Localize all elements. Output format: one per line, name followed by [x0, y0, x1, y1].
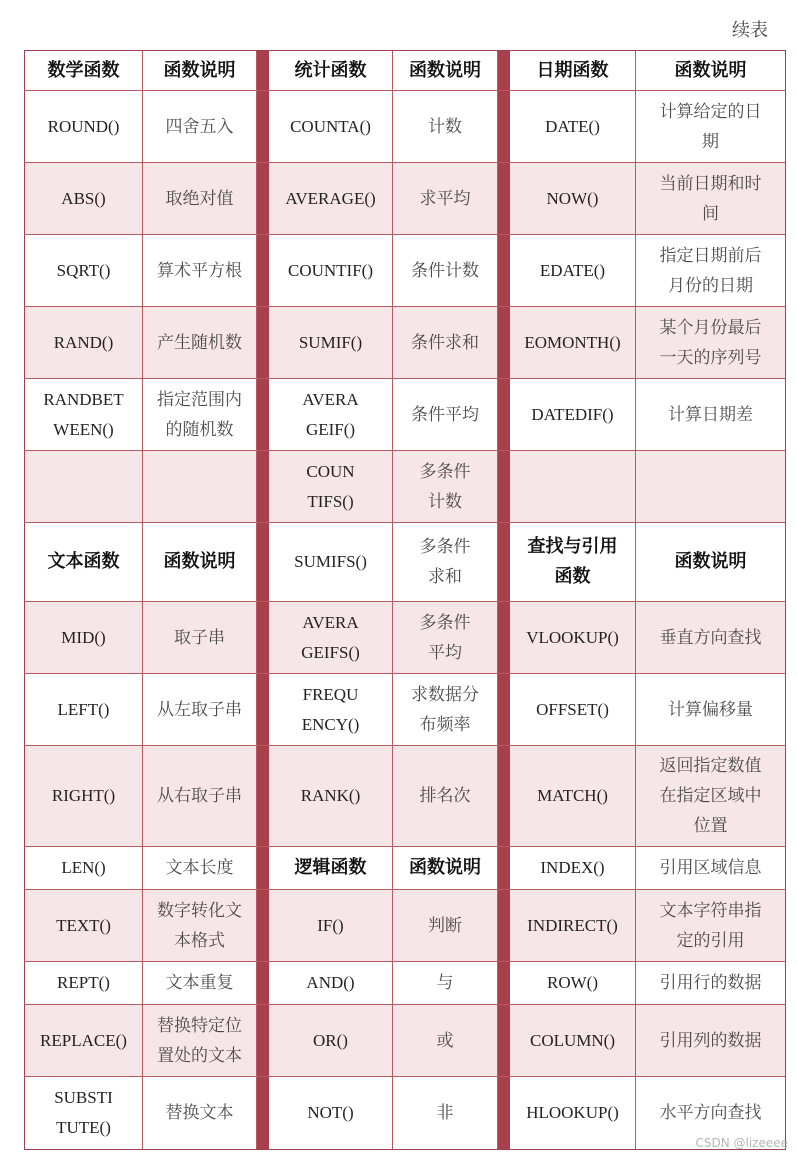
table-row — [24, 307, 786, 379]
function-name-cell — [24, 746, 143, 846]
cell-text: NOW() — [546, 188, 599, 208]
cell-text: 函数说明 — [163, 59, 236, 81]
cell-text: 判断 — [428, 915, 462, 936]
function-name-cell — [510, 91, 636, 162]
column-header — [269, 51, 393, 90]
function-description-cell — [636, 674, 786, 745]
cell-text: 指定范围内 的随机数 — [157, 389, 242, 440]
function-description-cell — [636, 379, 786, 450]
function-name-cell — [269, 91, 393, 162]
function-name-cell — [269, 307, 393, 378]
cell-text: 文本重复 — [165, 973, 234, 993]
function-name-cell — [510, 1005, 636, 1076]
table-row — [24, 235, 786, 307]
cell-text: DATE() — [545, 116, 600, 136]
table-header-row — [24, 51, 786, 91]
function-description-cell — [143, 235, 257, 306]
table-caption: 续表 — [732, 20, 768, 41]
cell-text: LEN() — [61, 858, 106, 877]
function-description-cell — [393, 602, 498, 673]
section-divider — [257, 746, 269, 846]
function-description-cell — [143, 307, 257, 378]
function-description-cell — [143, 379, 257, 450]
cell-text: AND() — [306, 973, 355, 992]
section-divider — [257, 1005, 269, 1076]
table-row — [24, 602, 786, 674]
cell-text: 函数说明 — [674, 551, 747, 572]
section-divider — [498, 602, 510, 673]
cell-text: SUBSTI TUTE() — [54, 1088, 113, 1137]
function-name-cell — [510, 163, 636, 234]
section-divider — [257, 962, 269, 1004]
cell-text: 文本函数 — [47, 551, 120, 572]
section-divider — [498, 890, 510, 961]
cell-text: INDEX() — [540, 858, 605, 877]
section-divider — [257, 674, 269, 745]
cell-text: HLOOKUP() — [526, 1103, 619, 1122]
column-header — [24, 523, 143, 601]
function-description-cell — [143, 163, 257, 234]
cell-text: 垂直方向查找 — [659, 627, 762, 648]
cell-text: REPLACE() — [40, 1030, 127, 1050]
cell-text: 非 — [436, 1103, 454, 1123]
column-header — [143, 51, 257, 90]
function-description-cell — [636, 962, 786, 1004]
function-description-cell — [636, 1005, 786, 1076]
function-description-cell — [393, 235, 498, 306]
function-name-cell — [269, 379, 393, 450]
function-name-cell — [269, 1077, 393, 1149]
section-divider — [498, 451, 510, 522]
function-name-cell — [510, 235, 636, 306]
cell-text: LEFT() — [57, 699, 110, 719]
cell-text: MATCH() — [537, 786, 608, 805]
section-divider — [498, 746, 510, 846]
function-description-cell — [636, 890, 786, 961]
column-header — [143, 523, 257, 601]
section-divider — [498, 91, 510, 162]
section-divider — [498, 235, 510, 306]
function-name-cell — [24, 1077, 143, 1149]
cell-text: 四舍五入 — [165, 116, 234, 137]
function-name-cell — [269, 451, 393, 522]
function-description-cell — [636, 746, 786, 846]
function-name-cell — [24, 962, 143, 1004]
function-description-cell — [143, 451, 257, 522]
function-description-cell — [143, 746, 257, 846]
table-row — [24, 674, 786, 746]
function-name-cell — [24, 674, 143, 745]
column-header — [510, 523, 636, 601]
section-divider — [498, 523, 510, 601]
section-divider — [257, 451, 269, 522]
cell-text: 文本长度 — [165, 858, 234, 878]
cell-text: AVERA GEIF() — [302, 389, 359, 439]
cell-text: RAND() — [53, 332, 114, 352]
cell-text: VLOOKUP() — [526, 627, 619, 647]
cell-text: ROW() — [547, 973, 598, 992]
table-row — [24, 91, 786, 163]
cell-text: 返回指定数值 在指定区域中 位置 — [659, 756, 762, 836]
cell-text: RIGHT() — [51, 786, 116, 805]
cell-text: NOT() — [307, 1103, 354, 1122]
section-divider — [498, 307, 510, 378]
cell-text: EDATE() — [539, 260, 606, 280]
function-name-cell — [24, 163, 143, 234]
table-row — [24, 1077, 786, 1149]
cell-text: 逻辑函数 — [294, 857, 367, 878]
cell-text: COLUMN() — [530, 1030, 615, 1050]
section-divider — [257, 51, 269, 90]
cell-text: 某个月份最后 一天的序列号 — [659, 317, 762, 368]
function-description-cell — [393, 307, 498, 378]
function-description-cell — [393, 746, 498, 846]
function-description-cell — [393, 523, 498, 601]
section-divider — [498, 1077, 510, 1149]
cell-text: 条件求和 — [411, 332, 479, 353]
function-name-cell — [510, 379, 636, 450]
section-divider — [498, 847, 510, 889]
section-divider — [498, 163, 510, 234]
cell-text: 条件平均 — [411, 404, 479, 425]
column-header — [269, 847, 393, 889]
cell-text: MID() — [61, 627, 106, 647]
section-divider — [257, 307, 269, 378]
section-divider — [257, 890, 269, 961]
function-description-cell — [393, 890, 498, 961]
cell-text: 引用列的数据 — [659, 1030, 762, 1051]
function-name-cell — [510, 890, 636, 961]
function-description-cell — [143, 890, 257, 961]
column-header — [636, 51, 786, 90]
cell-text: AVERA GEIFS() — [301, 612, 360, 662]
table-row — [24, 962, 786, 1005]
cell-text: 统计函数 — [294, 59, 367, 81]
column-header — [24, 51, 143, 90]
function-description-cell — [393, 962, 498, 1004]
cell-text: COUNTIF() — [288, 260, 373, 280]
section-divider — [498, 674, 510, 745]
cell-text: 从左取子串 — [157, 699, 242, 720]
function-table — [24, 50, 786, 1150]
cell-text: 从右取子串 — [157, 786, 242, 806]
function-description-cell — [636, 847, 786, 889]
function-name-cell — [510, 847, 636, 889]
function-description-cell — [143, 602, 257, 673]
function-description-cell — [143, 1077, 257, 1149]
cell-text: 文本字符串指 定的引用 — [659, 900, 762, 951]
cell-text: RANK() — [300, 786, 361, 805]
column-header — [393, 51, 498, 90]
function-description-cell — [636, 91, 786, 162]
table-row — [24, 746, 786, 847]
function-description-cell — [393, 163, 498, 234]
cell-text: 取子串 — [174, 627, 225, 648]
function-description-cell — [143, 847, 257, 889]
function-name-cell — [24, 451, 143, 522]
cell-text: 产生随机数 — [157, 332, 242, 353]
cell-text: SUMIFS() — [294, 552, 367, 571]
column-header — [636, 523, 786, 601]
function-description-cell — [393, 1077, 498, 1149]
cell-text: 函数说明 — [409, 857, 481, 878]
cell-text: EOMONTH() — [524, 332, 621, 352]
cell-text: 或 — [436, 1030, 454, 1051]
column-header — [393, 847, 498, 889]
function-name-cell — [24, 602, 143, 673]
function-name-cell — [24, 1005, 143, 1076]
cell-text: 条件计数 — [411, 260, 479, 281]
function-description-cell — [636, 307, 786, 378]
cell-text: 多条件 求和 — [419, 537, 471, 587]
cell-text: 排名次 — [419, 786, 471, 806]
function-description-cell — [393, 1005, 498, 1076]
table-row — [24, 379, 786, 451]
section-divider — [257, 379, 269, 450]
function-name-cell — [269, 890, 393, 961]
function-name-cell — [269, 523, 393, 601]
function-name-cell — [24, 847, 143, 889]
cell-text: 查找与引用 函数 — [527, 536, 618, 587]
function-description-cell — [393, 674, 498, 745]
cell-text: INDIRECT() — [527, 915, 618, 935]
section-divider — [498, 1005, 510, 1076]
cell-text: 替换特定位 置处的文本 — [157, 1015, 242, 1066]
function-name-cell — [510, 962, 636, 1004]
function-name-cell — [269, 235, 393, 306]
table-row — [24, 451, 786, 523]
section-divider — [498, 962, 510, 1004]
cell-text: OFFSET() — [536, 699, 609, 719]
function-name-cell — [269, 163, 393, 234]
cell-text: 求数据分 布频率 — [411, 684, 479, 735]
cell-text: 计算日期差 — [668, 404, 753, 425]
function-name-cell — [510, 1077, 636, 1149]
function-description-cell — [636, 451, 786, 522]
cell-text: SQRT() — [56, 260, 111, 280]
cell-text: 计数 — [428, 116, 462, 137]
cell-text: TEXT() — [56, 915, 111, 935]
function-description-cell — [143, 674, 257, 745]
function-description-cell — [393, 379, 498, 450]
cell-text: 引用行的数据 — [659, 973, 762, 993]
cell-text: 当前日期和时 间 — [659, 173, 762, 224]
cell-text: 多条件 计数 — [419, 461, 471, 512]
cell-text: REPT() — [57, 973, 110, 992]
cell-text: 水平方向查找 — [659, 1103, 762, 1123]
column-header — [510, 51, 636, 90]
function-name-cell — [269, 746, 393, 846]
function-name-cell — [510, 451, 636, 522]
table-row — [24, 847, 786, 890]
cell-text: 取绝对值 — [165, 188, 234, 209]
cell-text: 计算偏移量 — [668, 699, 753, 720]
cell-text: FREQU ENCY() — [301, 684, 360, 734]
cell-text: IF() — [317, 915, 344, 935]
cell-text: ABS() — [61, 188, 106, 208]
cell-text: 日期函数 — [536, 59, 609, 81]
table-row — [24, 890, 786, 962]
function-name-cell — [510, 602, 636, 673]
cell-text: 指定日期前后 月份的日期 — [659, 245, 762, 296]
cell-text: RANDBET WEEN() — [43, 389, 124, 439]
cell-text: 求平均 — [419, 188, 471, 209]
function-name-cell — [510, 674, 636, 745]
function-description-cell — [636, 235, 786, 306]
function-name-cell — [510, 307, 636, 378]
section-divider — [257, 523, 269, 601]
watermark: CSDN @lizeeee — [695, 1136, 788, 1150]
cell-text: ROUND() — [47, 116, 120, 136]
cell-text: 引用区域信息 — [659, 858, 762, 878]
cell-text: 函数说明 — [409, 59, 481, 81]
cell-text: 替换文本 — [165, 1103, 234, 1123]
function-name-cell — [24, 890, 143, 961]
function-name-cell — [269, 962, 393, 1004]
function-description-cell — [393, 451, 498, 522]
section-divider — [257, 847, 269, 889]
function-description-cell — [143, 1005, 257, 1076]
function-name-cell — [24, 235, 143, 306]
cell-text: 函数说明 — [163, 551, 236, 572]
function-description-cell — [143, 91, 257, 162]
function-description-cell — [636, 602, 786, 673]
function-description-cell — [636, 163, 786, 234]
table-row — [24, 523, 786, 602]
section-divider — [257, 91, 269, 162]
cell-text: 与 — [436, 973, 454, 993]
function-name-cell — [24, 91, 143, 162]
function-name-cell — [269, 1005, 393, 1076]
cell-text: SUMIF() — [298, 332, 363, 352]
section-divider — [257, 1077, 269, 1149]
section-divider — [257, 602, 269, 673]
cell-text: COUN TIFS() — [306, 461, 355, 511]
cell-text: 数字转化文 本格式 — [157, 900, 242, 951]
function-description-cell — [143, 962, 257, 1004]
cell-text: OR() — [313, 1030, 348, 1050]
function-description-cell — [393, 91, 498, 162]
function-name-cell — [510, 746, 636, 846]
function-name-cell — [24, 307, 143, 378]
function-name-cell — [269, 602, 393, 673]
function-name-cell — [24, 379, 143, 450]
cell-text: 数学函数 — [47, 59, 120, 81]
cell-text: COUNTA() — [290, 116, 371, 136]
cell-text: DATEDIF() — [531, 404, 614, 424]
table-row — [24, 163, 786, 235]
cell-text: AVERAGE() — [285, 188, 376, 208]
function-name-cell — [269, 674, 393, 745]
section-divider — [257, 235, 269, 306]
cell-text: 函数说明 — [674, 59, 747, 81]
cell-text: 多条件 平均 — [419, 612, 471, 663]
section-divider — [498, 51, 510, 90]
table-row — [24, 1005, 786, 1077]
cell-text: 算术平方根 — [157, 260, 242, 281]
section-divider — [498, 379, 510, 450]
cell-text: 计算给定的日 期 — [659, 101, 762, 152]
section-divider — [257, 163, 269, 234]
